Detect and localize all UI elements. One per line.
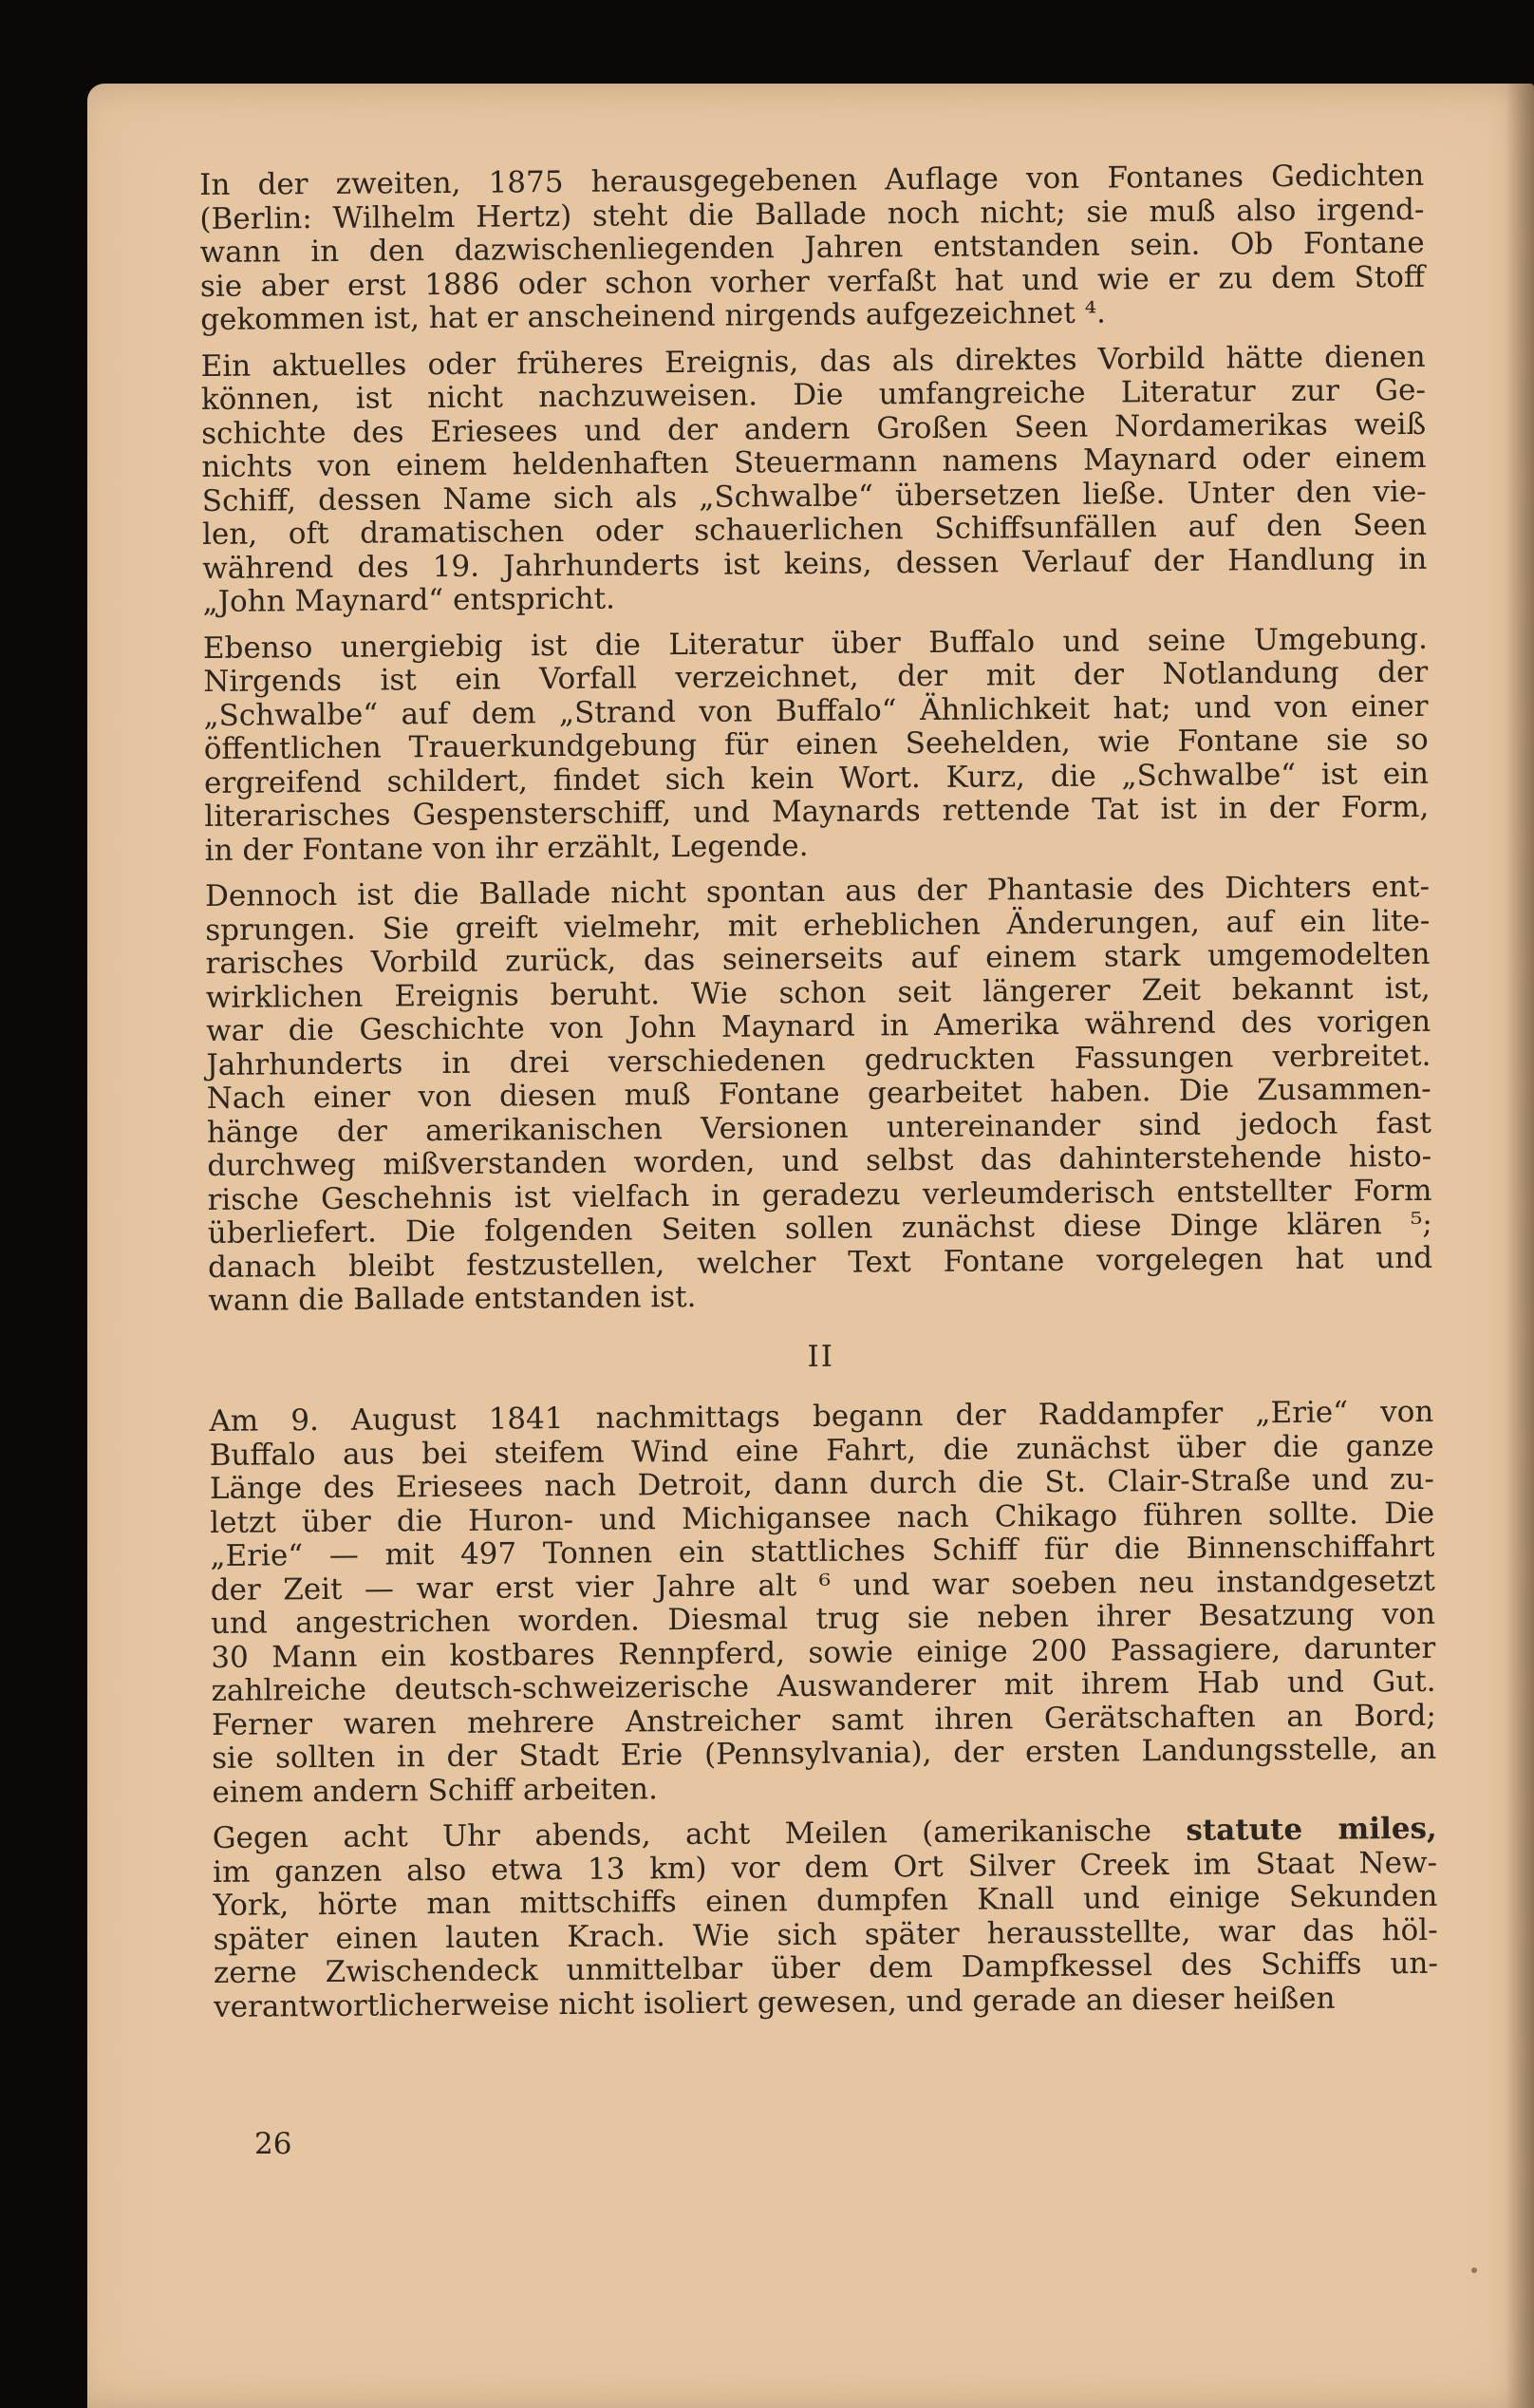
page-edge-shadow bbox=[1506, 84, 1534, 2408]
text-line: in der Fontane von ihr erzählt, Legende. bbox=[204, 828, 809, 868]
text-line: literarisches Gespensterschiff, und Maynards rettende Tat ist in der Form, bbox=[204, 789, 1430, 834]
text-line: einem andern Schiff arbeiten. bbox=[212, 1771, 659, 1810]
text-line: können, ist nicht nachzuweisen. Die umfangreiche Literatur zur Ge- bbox=[200, 372, 1427, 417]
text-line: zahlreiche deutsch-schweizerische Auswanderer mit ihrem Hab und Gut. bbox=[211, 1664, 1436, 1708]
text-line: Ein aktuelles oder früheres Ereignis, das als direktes Vorbild hätte dienen bbox=[200, 339, 1426, 384]
text-line: York, hörte man mittschiffs einen dumpfen Knall und einige Sekunden bbox=[213, 1878, 1438, 1923]
text-line: durchweg mißverstanden worden, und selbst das dahinterstehende histo- bbox=[207, 1138, 1432, 1183]
paragraph bbox=[199, 160, 1425, 338]
text-line: zerne Zwischendeck unmittelbar über dem Dampfkessel des Schiffs un- bbox=[213, 1946, 1439, 1990]
text-line: wann in den dazwischenliegenden Jahren entstanden sein. Ob Fontane bbox=[199, 225, 1425, 270]
section-heading: II bbox=[807, 1339, 835, 1374]
text-line: später einen lauten Krach. Wie sich später herausstellte, war das höl- bbox=[213, 1912, 1438, 1957]
text-line: Nirgends ist ein Vorfall verzeichnet, der mit der Notlandung der bbox=[203, 654, 1429, 699]
text-line: im ganzen also etwa 13 km) vor dem Ort Silver Creek im Staat New- bbox=[212, 1845, 1438, 1890]
emphasis-text: statute miles, bbox=[1186, 1811, 1437, 1848]
paragraph bbox=[203, 622, 1430, 868]
text-line: „Schwalbe“ auf dem „Strand von Buffalo“ Ähnlichkeit hat; und von einer bbox=[203, 688, 1429, 733]
text-line: der Zeit — war erst vier Jahre alt ⁶ und war soeben neu instandgesetzt bbox=[210, 1563, 1435, 1608]
text-line: Buffalo aus bei steifem Wind eine Fahrt, die zunächst über die ganze bbox=[209, 1428, 1434, 1473]
section-two-paragraphs bbox=[209, 1396, 1438, 2024]
text-line: ergreifend schildert, findet sich kein Wort. Kurz, die „Schwalbe“ ist ein bbox=[203, 756, 1430, 800]
text-line: Ebenso unergiebig ist die Literatur über Buffalo und seine Umgebung. bbox=[202, 621, 1429, 666]
text-line: wann die Ballade entstanden ist. bbox=[208, 1279, 697, 1318]
text-line: danach bleibt festzustellen, welcher Text Fontane vorgelegen hat und bbox=[207, 1240, 1433, 1285]
text-line: war die Geschichte von John Maynard in Amerika während des vorigen bbox=[205, 1004, 1431, 1048]
text-line: öffentlichen Trauerkundgebung für einen Seehelden, wie Fontane sie so bbox=[203, 722, 1429, 766]
text-line: len, oft dramatischen oder schauerlichen Schiffsunfällen auf den Seen bbox=[201, 507, 1428, 552]
text-line: sie aber erst 1886 oder schon vorher verfaßt hat und wie er zu dem Stoff bbox=[199, 259, 1426, 304]
paragraph bbox=[213, 1813, 1439, 2024]
text-line: Ferner waren mehrere Anstreicher samt ihren Gerätschaften an Bord; bbox=[211, 1698, 1436, 1742]
text-line: Dennoch ist die Ballade nicht spontan aus der Phantasie des Dichters ent- bbox=[204, 869, 1431, 913]
text-line: und angestrichen worden. Diesmal trug sie neben ihrer Besatzung von bbox=[210, 1596, 1436, 1641]
text-line: schichte des Eriesees und der andern Großen Seen Nordamerikas weiß bbox=[201, 406, 1427, 451]
text-line: Am 9. August 1841 nachmittags begann der Raddampfer „Erie“ von bbox=[209, 1394, 1434, 1439]
text-line: „John Maynard“ entspricht. bbox=[202, 581, 616, 619]
text-line: überliefert. Die folgenden Seiten sollen zunächst diese Dinge klären ⁵; bbox=[207, 1206, 1432, 1251]
text-line: Schiff, dessen Name sich als „Schwalbe“ übersetzen ließe. Unter den vie- bbox=[201, 474, 1427, 518]
text-line: verantwortlicherweise nicht isoliert gewesen, und gerade an dieser heißen bbox=[214, 1981, 1336, 2024]
text-line: während des 19. Jahrhunderts ist keins, dessen Verlauf der Handlung in bbox=[202, 541, 1428, 586]
paragraph bbox=[205, 871, 1433, 1319]
paragraph bbox=[209, 1396, 1436, 1810]
text-line: Länge des Eriesees nach Detroit, dann durch die St. Clair-Straße und zu- bbox=[209, 1461, 1435, 1506]
text-line: letzt über die Huron- und Michigansee nach Chikago führen sollte. Die bbox=[210, 1496, 1435, 1540]
text-line: wirklichen Ereignis beruht. Wie schon seit längerer Zeit bekannt ist, bbox=[205, 970, 1431, 1015]
paper-spot bbox=[1471, 2267, 1477, 2273]
text-line: rarisches Vorbild zurück, das seinerseits auf einem stark umgemodelten bbox=[205, 936, 1431, 981]
text-line: sie sollten in der Stadt Erie (Pennsylvania), der ersten Landungsstelle, an bbox=[212, 1731, 1437, 1776]
text-line: „Erie“ — mit 497 Tonnen ein stattliches Schiff für die Binnenschiffahrt bbox=[210, 1529, 1435, 1573]
section-one-paragraphs bbox=[199, 160, 1432, 1319]
page-number: 26 bbox=[254, 2127, 292, 2161]
paragraph bbox=[200, 340, 1427, 619]
text-line: sprungen. Sie greift vielmehr, mit erheblichen Änderungen, auf ein lite- bbox=[205, 903, 1431, 948]
body-text bbox=[199, 160, 1438, 2037]
text-line: 30 Mann ein kostbares Rennpferd, sowie einige 200 Passagiere, darunter bbox=[211, 1630, 1436, 1675]
text-line: Jahrhunderts in drei verschiedenen gedruckten Fassungen verbreitet. bbox=[206, 1038, 1431, 1082]
text-line: (Berlin: Wilhelm Hertz) steht die Ballade noch nicht; sie muß also irgend- bbox=[199, 192, 1425, 236]
text-line: Gegen acht Uhr abends, acht Meilen (amerikanische statute miles, bbox=[212, 1811, 1437, 1855]
text-line: gekommen ist, hat er anscheinend nirgends aufgezeichnet ⁴. bbox=[200, 295, 1107, 337]
text-line: rische Geschehnis ist vielfach in geradezu verleumderisch entstellter Form bbox=[207, 1173, 1432, 1217]
text-line: Nach einer von diesen muß Fontane gearbeitet haben. Die Zusammen- bbox=[206, 1071, 1431, 1116]
text-line: In der zweiten, 1875 herausgegebenen Auflage von Fontanes Gedichten bbox=[198, 158, 1425, 202]
text-line: nichts von einem heldenhaften Steuermann namens Maynard oder einem bbox=[201, 440, 1427, 484]
text-line: hänge der amerikanischen Versionen untereinander sind jedoch fast bbox=[206, 1105, 1432, 1150]
